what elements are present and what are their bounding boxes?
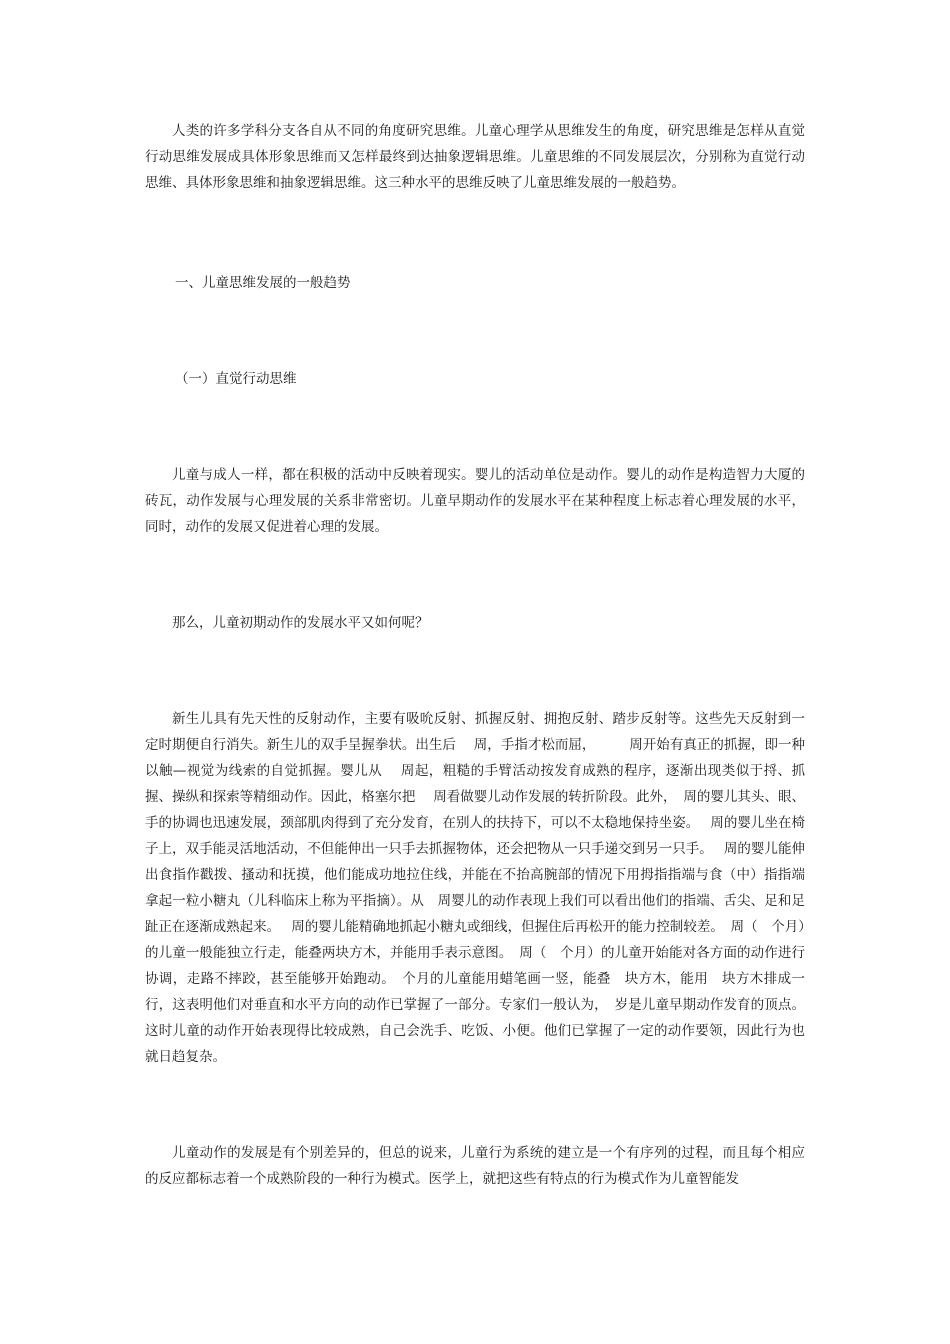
paragraph-actions: 儿童与成人一样，都在积极的活动中反映着现实。婴儿的活动单位是动作。婴儿的动作是构造智力大厦的砖瓦，动作发展与心理发展的关系非常密切。儿童早期动作的发展水平在某种程度上标志着心理发展的水平，同时，动作的发展又促进着心理的发展。	[145, 467, 805, 535]
intro-paragraph: 人类的许多学科分支各自从不同的角度研究思维。儿童心理学从思维发生的角度，研究思维是怎样从直觉行动思维发展成具体形象思维而又怎样最终到达抽象逻辑思维。儿童思维的不同发展层次，分别称为直觉行动思维、具体形象思维和抽象逻辑思维。这三种水平的思维反映了儿童思维发展的一般趋势。	[145, 123, 805, 191]
paragraph-individual-differences: 儿童动作的发展是有个别差异的，但总的说来，儿童行为系统的建立是一个有序列的过程，而且每个相应的反应都标志着一个成熟阶段的一种行为模式。医学上，就把这些有特点的行为模式作为儿童智能发	[145, 1145, 805, 1187]
subsection-heading: （一）直觉行动思维	[175, 371, 297, 387]
paragraph-development-stages: 新生儿具有先天性的反射动作，主要有吸吮反射、抓握反射、拥抱反射、踏步反射等。这些先天反射到一定时期便自行消失。新生儿的双手呈握拳状。出生后 周，手指才松而屈， 周开始有真正的抓握，即一种以触—视觉为线索的自觉抓握。婴儿从 周起，粗糙的手臂活动按发育成熟的程序，逐渐出现类似于捋、抓握、操纵和探索等精细动作。因此，格塞尔把 周看做婴儿动作发展的转折阶段。此外， 周的婴儿其头、眼、手的协调也迅速发展，颈部肌肉得到了充分发育，在别人的扶持下，可以不太稳地保持坐姿。 周的婴儿坐在椅子上，双手能灵活地活动，不但能伸出一只手去抓握物体，还会把物从一只手递交到另一只手。 周的婴儿能伸出食指作戳拨、搔动和抚摸，他们能成功地拉住线，并能在不抬高腕部的情况下用拇指指端与食（中）指指端拿起一粒小糖丸（儿科临床上称为平指摘）。从 周婴儿的动作表现上我们可以看出他们的指端、舌尖、足和足趾正在逐渐成熟起来。 周的婴儿能精确地抓起小糖丸或细线，但握住后再松开的能力控制较差。 周（ 个月）的儿童一般能独立行走，能叠两块方木，并能用手表示意图。 周（ 个月）的儿童开始能对各方面的动作进行协调，走路不摔跤，甚至能够开始跑动。 个月的儿童能用蜡笔画一竖，能叠 块方木，能用 块方木排成一行，这表明他们对垂直和水平方向的动作已掌握了一部分。专家们一般认为， 岁是儿童早期动作发育的顶点。这时儿童的动作开始表现得比较成熟，自己会洗手、吃饭、小便。他们已掌握了一定的动作要领，因此行为也就日趋复杂。	[145, 711, 805, 1065]
section-heading: 一、儿童思维发展的一般趋势	[175, 275, 351, 291]
paragraph-question: 那么，儿童初期动作的发展水平又如何呢？	[172, 615, 429, 631]
